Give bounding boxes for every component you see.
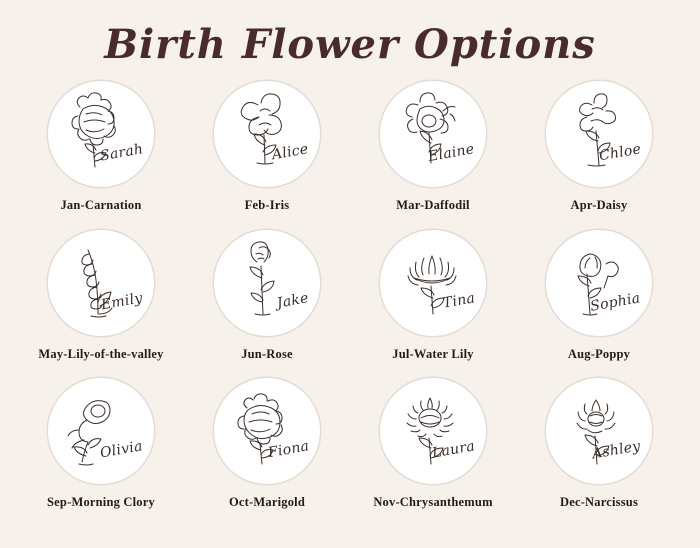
carnation-flower-icon <box>48 81 154 187</box>
engraved-name: Tina <box>441 289 476 312</box>
flower-caption: Jul-Water Lily <box>392 346 474 361</box>
flower-caption: Mar-Daffodil <box>396 198 470 212</box>
flower-caption: Dec-Narcissus <box>559 495 639 510</box>
engraved-name: Jake <box>275 289 310 312</box>
engraved-name: Emily <box>99 289 144 313</box>
medallion-jan-carnation[interactable] <box>47 80 155 188</box>
engraved-name: Laura <box>430 438 476 462</box>
narcissus-flower-icon <box>546 378 652 484</box>
flower-option-card[interactable] <box>18 229 184 378</box>
engraved-name: Olivia <box>98 438 144 462</box>
medallion-oct-marigold[interactable] <box>213 377 321 485</box>
flower-option-card[interactable] <box>516 80 682 229</box>
chrysanthemum-flower-icon <box>380 378 486 484</box>
flower-caption: Jan-Carnation <box>60 198 142 212</box>
daffodil-flower-icon <box>380 81 486 187</box>
iris-flower-icon <box>214 81 320 187</box>
medallion-dec-narcissus[interactable] <box>545 377 653 485</box>
flower-option-card[interactable] <box>184 80 350 229</box>
flower-caption: Jun-Rose <box>241 346 293 361</box>
engraved-name: Alice <box>271 141 310 164</box>
flower-option-card[interactable] <box>18 377 184 526</box>
flower-option-card[interactable] <box>18 80 184 229</box>
medallion-mar-daffodil[interactable] <box>379 80 487 188</box>
medallion-nov-chrysanthemum[interactable] <box>379 377 487 485</box>
flower-option-card[interactable] <box>184 229 350 378</box>
medallion-jul-water-lily[interactable] <box>379 229 487 337</box>
morning-glory-flower-icon <box>48 378 154 484</box>
engraved-name: Ashley <box>591 438 642 463</box>
engraved-name: Sarah <box>98 141 144 165</box>
medallion-feb-iris[interactable] <box>213 80 321 188</box>
medallion-apr-daisy[interactable] <box>545 80 653 188</box>
flower-grid <box>0 74 700 536</box>
flower-option-card[interactable] <box>350 80 516 229</box>
flower-caption: Feb-Iris <box>244 198 290 212</box>
flower-option-card[interactable] <box>350 377 516 526</box>
flower-option-card[interactable] <box>350 229 516 378</box>
flower-option-card[interactable] <box>516 229 682 378</box>
engraved-name: Chloe <box>597 141 642 165</box>
poppy-flower-icon <box>546 230 652 336</box>
flower-option-card[interactable] <box>516 377 682 526</box>
lily-of-the-valley-flower-icon <box>48 230 154 336</box>
flower-option-card[interactable] <box>184 377 350 526</box>
flower-caption: Sep-Morning Clory <box>47 495 155 510</box>
flower-caption: Oct-Marigold <box>229 495 305 510</box>
medallion-may-lily-of-the-valley[interactable] <box>47 229 155 337</box>
engraved-name: Fiona <box>266 438 310 462</box>
engraved-name: Elaine <box>427 141 476 166</box>
flower-caption: May-Lily-of-the-valley <box>38 346 164 361</box>
rose-flower-icon <box>214 230 320 336</box>
page-title: Birth Flower Options <box>104 21 596 68</box>
medallion-aug-poppy[interactable] <box>545 229 653 337</box>
marigold-flower-icon <box>214 378 320 484</box>
medallion-jun-rose[interactable] <box>213 229 321 337</box>
flower-caption: Aug-Poppy <box>567 346 631 361</box>
engraved-name: Sophia <box>589 289 642 315</box>
flower-caption: Apr-Daisy <box>570 198 628 212</box>
flower-caption: Nov-Chrysanthemum <box>373 495 493 510</box>
water-lily-flower-icon <box>380 230 486 336</box>
medallion-sep-morning-glory[interactable] <box>47 377 155 485</box>
daisy-flower-icon <box>546 81 652 187</box>
